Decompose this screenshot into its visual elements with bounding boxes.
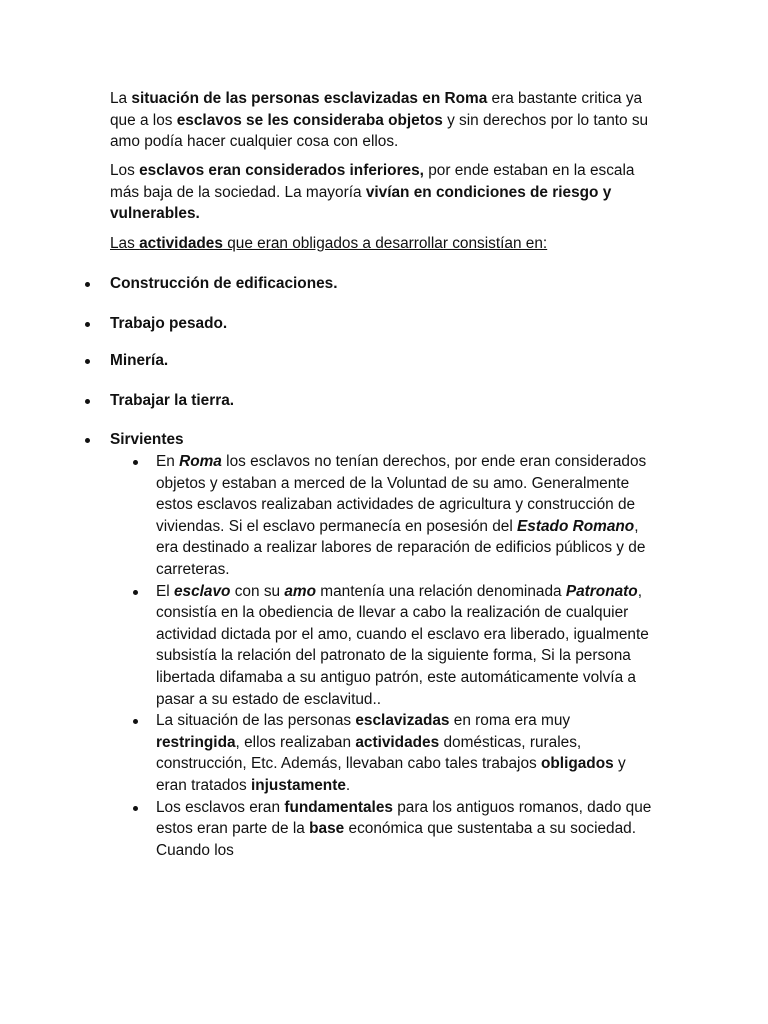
text-run: En: [156, 453, 180, 470]
bullet-servants: Sirvientes: [110, 429, 670, 451]
text-run: restringida: [156, 733, 236, 751]
text-run: La situación de las personas: [156, 712, 356, 730]
text-run: que eran obligados a desarrollar consistían en:: [222, 235, 548, 252]
text-run: injustamente: [250, 776, 346, 794]
bullet-construction: Construcción de edificaciones.: [110, 273, 670, 295]
text-run: vivían en condiciones de riesgo y vulnerables.: [110, 183, 612, 223]
bullet-mining: Minería.: [110, 350, 670, 372]
text-run: y sin derechos por lo tanto su amo podía hacer cualquier cosa con ellos.: [110, 111, 649, 151]
text-run: Roma: [179, 453, 222, 470]
text-run: La: [110, 90, 132, 107]
text-run: , era destinado a realizar labores de reparación de edificios públicos y de carreteras.: [156, 517, 646, 578]
intro-paragraph: [110, 88, 655, 153]
text-run-wrapper: [517, 518, 634, 535]
text-run: amo: [284, 582, 317, 600]
bullet-heavy-work: Trabajo pesado.: [110, 313, 670, 335]
text-run: los esclavos no tenían derechos, por ende eran considerados objetos y estaban a merced de la Voluntad de su amo. Generalmente estos esclavos realizaban actividades de agricultura y construcción de viviendas. Si el esclavo permanecía en posesión del: [156, 453, 647, 535]
text-run-wrapper: [284, 583, 316, 600]
text-run: esclavizadas: [355, 712, 450, 730]
text-run-wrapper: [566, 583, 638, 600]
text-run: , ellos realizaban: [235, 733, 356, 751]
text-run: esclavo: [173, 582, 231, 600]
text-run: base: [309, 820, 345, 838]
bullet-farming: Trabajar la tierra.: [110, 390, 670, 412]
text-run: obligados: [540, 755, 614, 773]
text-run: era bastante critica ya que a los: [110, 90, 643, 129]
text-run-wrapper: [174, 583, 230, 600]
text-run: El: [156, 582, 174, 600]
sublist-item-patronato: [156, 581, 656, 711]
text-run: situación de las personas esclavizadas en Roma: [131, 90, 488, 107]
text-run: y eran tratados: [156, 755, 626, 794]
text-run: en roma era muy: [449, 712, 571, 730]
text-run: para los antiguos romanos, dado que estos eran parte de la: [156, 798, 652, 838]
sublist-item-rome-rights: [156, 451, 656, 581]
sublist-item-restricted: [156, 710, 656, 796]
text-run: con su: [230, 582, 285, 600]
text-run: Las: [110, 235, 140, 252]
text-run: Estado Romano: [517, 517, 635, 535]
text-run: actividades: [355, 733, 440, 751]
text-run: domésticas, rurales, construcción, Etc. Además, llevaban cabo tales trabajos: [156, 733, 582, 773]
text-run: Los: [110, 162, 140, 179]
text-run: esclavos eran considerados inferiores,: [139, 162, 424, 179]
activities-heading: [110, 233, 655, 255]
text-run: , consistía en la obediencia de llevar a cabo la realización de cualquier actividad dictada por el amo, cuando el esclavo era liberado, igualmente subsistía la relación del patronato de la siguiente forma, Si la persona libertada difamaba a su antiguo patrón, este automáticamente volvía a pasar a su estado de esclavitud..: [156, 582, 649, 708]
text-run-wrapper: [179, 453, 222, 470]
text-run: económica que sustentaba a su sociedad. Cuando los: [156, 820, 637, 859]
inferiority-paragraph: [110, 160, 655, 225]
text-run: actividades: [139, 235, 223, 252]
text-run: esclavos se les consideraba objetos: [176, 111, 443, 129]
text-run: .: [345, 776, 351, 794]
text-run: por ende estaban en la escala más baja de la sociedad. La mayoría: [110, 162, 635, 201]
text-run: fundamentales: [284, 798, 393, 816]
sublist-item-fundamental: [156, 797, 656, 862]
servants-sublist: [156, 451, 656, 861]
text-run: Patronato: [565, 582, 638, 600]
text-run: Los esclavos eran: [156, 798, 285, 816]
text-run: mantenía una relación denominada: [316, 582, 566, 600]
